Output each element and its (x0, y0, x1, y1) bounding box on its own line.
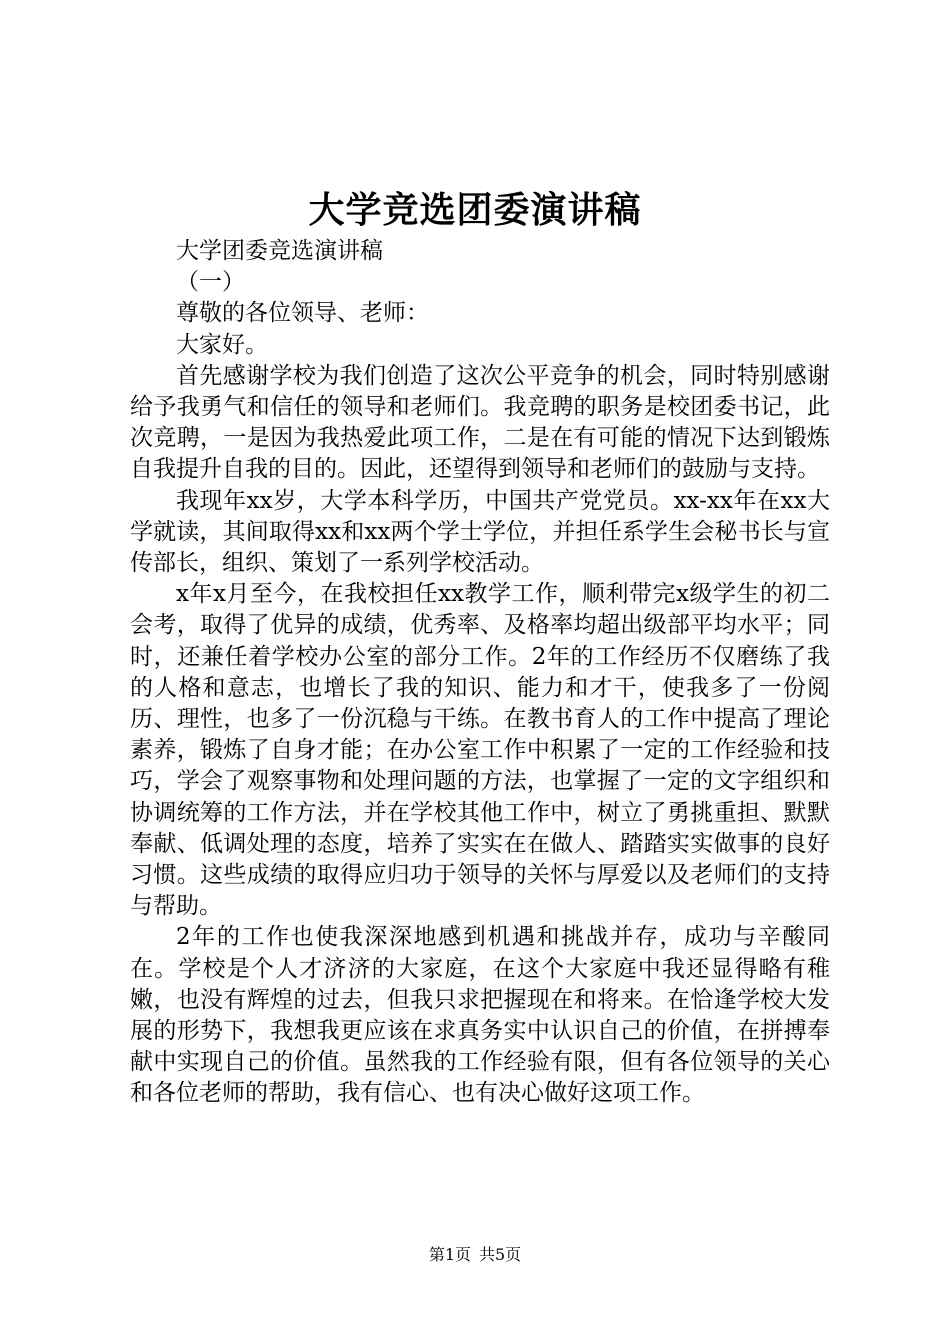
page-total: 共5页 (479, 1245, 522, 1264)
paragraph-greeting: 大家好。 (176, 331, 268, 358)
paragraph-salutation: 尊敬的各位领导、老师： (176, 300, 429, 327)
paragraph-body: 首先感谢学校为我们创造了这次公平竞争的机会，同时特别感谢给予我勇气和信任的领导和老师们。我竞聘的职务是校团委书记，此次竞聘，一是因为我热爱此项工作，二是在有可能的情况下达到锻炼自我提升自我的目的。因此，还望得到领导和老师们的鼓励与支持。 (130, 362, 830, 483)
document-title: 大学竞选团委演讲稿 (308, 189, 642, 231)
paragraph-body: 2年的工作也使我深深地感到机遇和挑战并存，成功与辛酸同在。学校是个人才济济的大家庭，在这个大家庭中我还显得略有稚嫩，也没有辉煌的过去，但我只求把握现在和将来。在恰逢学校大发展的形势下，我想我更应该在求真务实中认识自己的价值，在拼搏奉献中实现自己的价值。虽然我的工作经验有限，但有各位领导的关心和各位老师的帮助，我有信心、也有决心做好这项工作。 (130, 924, 830, 1107)
paragraph-body: 我现年xx岁，大学本科学历，中国共产党党员。xx-xx年在xx大学就读，其间取得xx和xx两个学士学位，并担任系学生会秘书长与宣传部长，组织、策划了一系列学校活动。 (130, 487, 830, 577)
paragraph-subtitle: 大学团委竞选演讲稿 (176, 238, 383, 264)
paragraph-section-number: （一） (176, 269, 245, 296)
page-footer (0, 1244, 950, 1266)
page-number: 第1页 (428, 1245, 471, 1264)
paragraph-body: x年x月至今，在我校担任xx教学工作，顺利带完x级学生的初二会考，取得了优异的成绩，优秀率、及格率均超出级部平均水平；同时，还兼任着学校办公室的部分工作。2年的工作经历不仅磨练了我的人格和意志，也增长了我的知识、能力和才干，使我多了一份阅历、理性，也多了一份沉稳与干练。在教书育人的工作中提高了理论素养，锻炼了自身才能；在办公室工作中积累了一定的工作经验和技巧，学会了观察事物和处理问题的方法，也掌握了一定的文字组织和协调统筹的工作方法，并在学校其他工作中，树立了勇挑重担、默默奉献、低调处理的态度，培养了实实在在做人、踏踏实实做事的良好习惯。这些成绩的取得应归功于领导的关怀与厚爱以及老师们的支持与帮助。 (130, 581, 830, 920)
document-body (130, 236, 830, 1110)
